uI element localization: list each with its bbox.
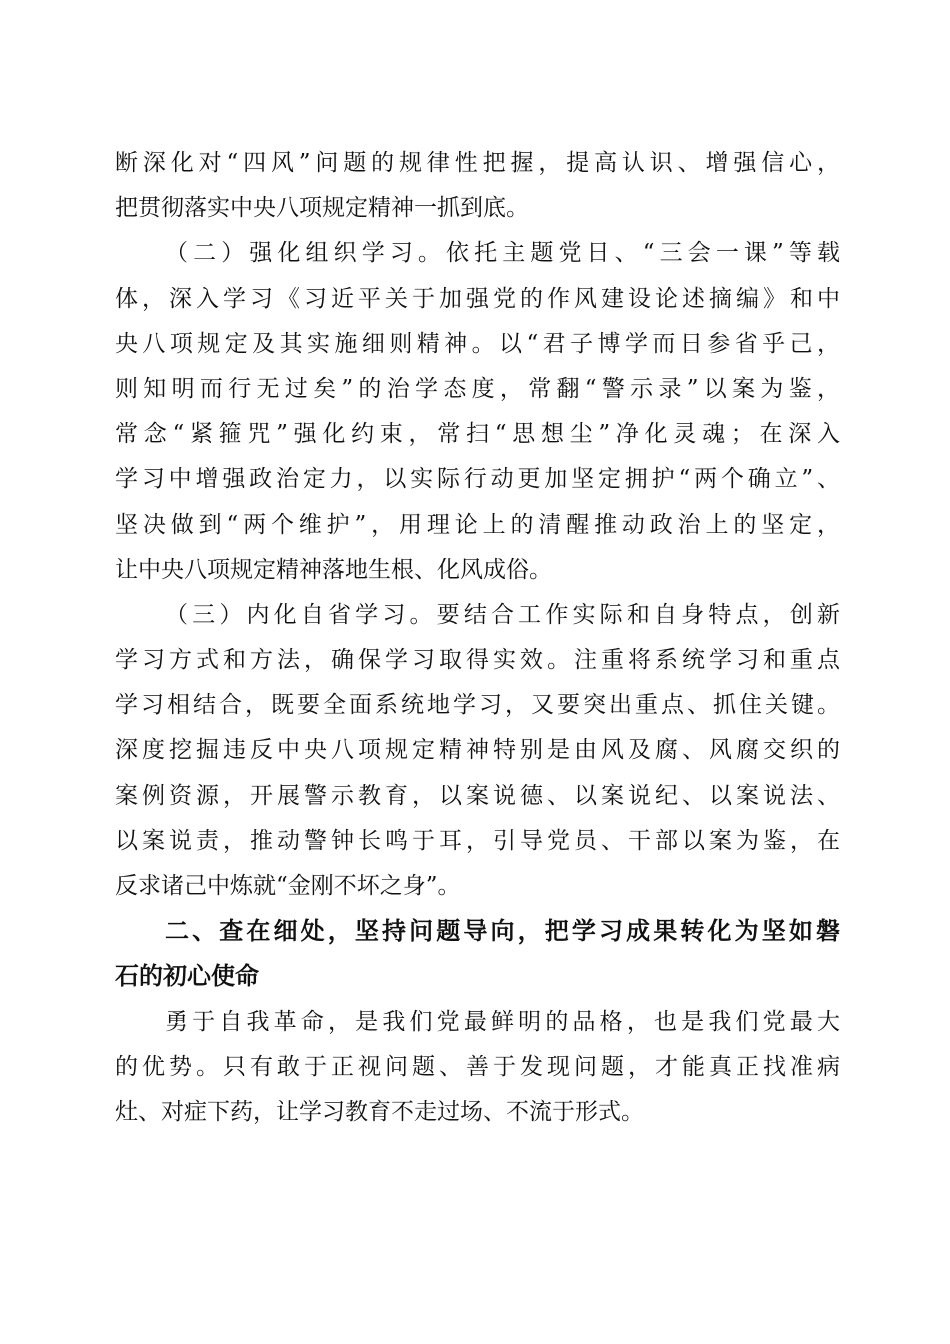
text-line: 常念“紧箍咒”强化约束，常扫“思想尘”净化灵魂；在深入 (115, 421, 840, 448)
text-line: 深度挖掘违反中央八项规定精神特别是由风及腐、风腐交织的 (115, 737, 840, 764)
text-line: （二）强化组织学习。依托主题党日、“三会一课”等载 (165, 240, 840, 267)
paragraph-organized-study (115, 231, 840, 593)
text-line: （三）内化自省学习。要结合工作实际和自身特点，创新 (165, 601, 840, 628)
text-line: 央八项规定及其实施细则精神。以“君子博学而日参省乎己， (115, 330, 840, 357)
text-line: 让中央八项规定精神落地生根、化风成俗。 (115, 556, 552, 583)
paragraph-internalized-study (115, 593, 840, 909)
body-text (115, 141, 840, 1135)
heading-line: 二、查在细处，坚持问题导向，把学习成果转化为坚如磐 (165, 917, 840, 946)
section-heading (115, 909, 840, 999)
text-line: 把贯彻落实中央八项规定精神一抓到底。 (115, 195, 529, 222)
heading-line: 石的初心使命 (115, 962, 259, 991)
text-line: 体，深入学习《习近平关于加强党的作风建设论述摘编》和中 (115, 285, 840, 312)
text-line: 案例资源，开展警示教育，以案说德、以案说纪、以案说法、 (115, 782, 840, 809)
text-line: 勇于自我革命，是我们党最鲜明的品格，也是我们党最大 (165, 1008, 840, 1035)
text-line: 则知明而行无过矣”的治学态度，常翻“警示录”以案为鉴， (115, 375, 840, 402)
text-line: 断深化对“四风”问题的规律性把握，提高认识、增强信心， (115, 150, 840, 176)
text-line: 以案说责，推动警钟长鸣于耳，引导党员、干部以案为鉴，在 (115, 827, 840, 854)
text-line: 学习相结合，既要全面系统地学习，又要突出重点、抓住关键。 (115, 692, 840, 719)
text-line: 的优势。只有敢于正视问题、善于发现问题，才能真正找准病 (115, 1053, 840, 1080)
text-line: 学习方式和方法，确保学习取得实效。注重将系统学习和重点 (115, 647, 840, 674)
text-line: 灶、对症下药，让学习教育不走过场、不流于形式。 (115, 1098, 644, 1125)
text-line: 反求诸己中炼就“金刚不坏之身”。 (115, 873, 461, 899)
text-line: 坚决做到“两个维护”，用理论上的清醒推动政治上的坚定， (115, 511, 840, 538)
paragraph-continued (115, 141, 840, 231)
paragraph-self-revolution (115, 1000, 840, 1136)
text-line: 学习中增强政治定力，以实际行动更加坚定拥护“两个确立”、 (115, 466, 840, 493)
